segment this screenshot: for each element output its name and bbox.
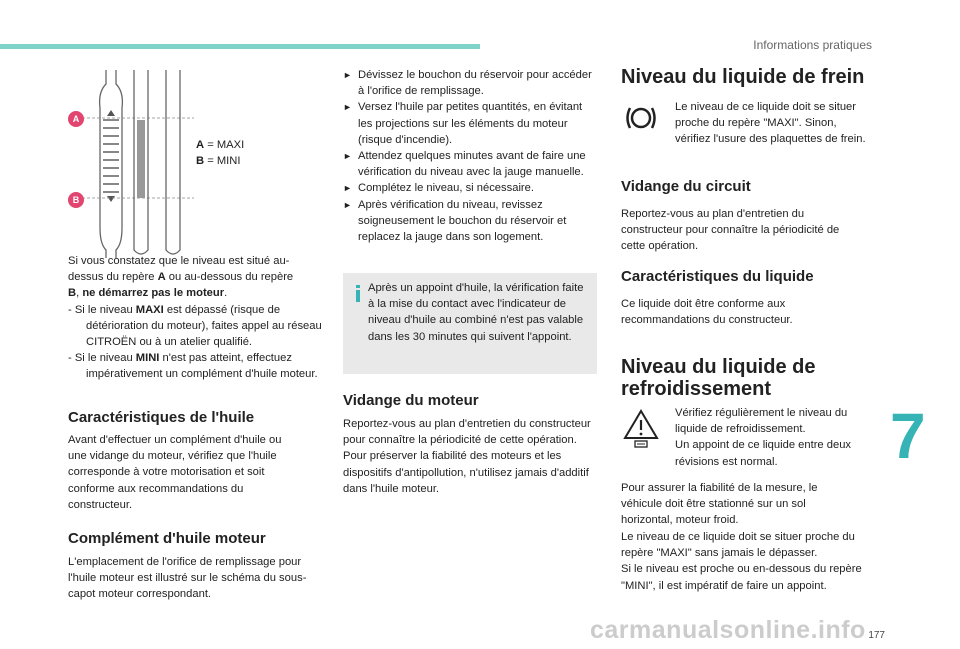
coolant-para-2: Le niveau de ce liquide doit se situer proche du repère "MAXI" sans jamais le dépasser. Si le niveau est proche ou en-dessous du repère "MINI", il est impératif de faire un appoint.: [621, 531, 862, 592]
info-box: [343, 273, 597, 374]
dipstick-diagram: [62, 68, 202, 258]
intro-line-2: dessus du repère A ou au-dessous du repère: [68, 271, 294, 284]
heading-engine-oil-change: Vidange du moteur: [343, 392, 479, 409]
info-text: Après un appoint d'huile, la vérification faite à la mise du contact avec l'indicateur de niveau d'huile au combiné n'est pas valable dans les 30 minutes qui suivent l'appoint.: [368, 282, 584, 343]
step-2: ► Versez l'huile par petites quantités, en évitant les projections sur les éléments du moteur (risque d'incendie).: [343, 101, 583, 146]
heading-brake-fluid: Niveau du liquide de frein: [621, 66, 865, 88]
chapter-number: 7: [890, 400, 926, 472]
intro-line-1: Si vous constatez que le niveau est situé au-: [68, 255, 290, 267]
heading-liquid-characteristics: Caractéristiques du liquide: [621, 268, 814, 285]
step-3: ► Attendez quelques minutes avant de faire une vérification du niveau avec la jauge manuelle.: [343, 150, 586, 179]
marker-a: A: [68, 111, 84, 127]
step-1: ► Dévissez le bouchon du réservoir pour accéder à l'orifice de remplissage.: [343, 69, 592, 98]
step-4: ► Complétez le niveau, si nécessaire.: [343, 182, 534, 195]
coolant-check-text: Vérifiez régulièrement le niveau du liquide de refroidissement. Un appoint de ce liquide entre deux révisions est normal.: [675, 407, 852, 468]
brake-fluid-text: Le niveau de ce liquide doit se situer proche du repère "MAXI". Sinon, vérifiez l'usure des plaquettes de frein.: [675, 101, 866, 146]
step-5: ► Après vérification du niveau, revissez soigneusement le bouchon du réservoir et replacez la jauge dans son logement.: [343, 198, 567, 244]
coolant-warning-icon: [622, 408, 660, 448]
page-number: 177: [868, 630, 885, 641]
oil-topup-text: L'emplacement de l'orifice de remplissage pour l'huile moteur est illustré sur le schéma du sous-capot moteur correspondant.: [68, 556, 307, 601]
liquid-characteristics-text: Ce liquide doit être conforme aux recommandations du constructeur.: [621, 298, 793, 327]
circuit-drain-text: Reportez-vous au plan d'entretien du constructeur pour connaître la périodicité de cette opération.: [621, 208, 840, 253]
dipstick-legend: A = MAXI B = MINI: [196, 139, 245, 167]
intro-line-3: B, ne démarrez pas le moteur.: [68, 287, 228, 300]
info-icon: [356, 285, 360, 302]
watermark: carmanualsonline.info: [590, 616, 866, 644]
section-title: Informations pratiques: [753, 38, 872, 52]
heading-circuit-drain: Vidange du circuit: [621, 178, 751, 195]
heading-oil-characteristics: Caractéristiques de l'huile: [68, 409, 255, 426]
heading-coolant: Niveau du liquide de refroidissement: [621, 356, 816, 400]
header-accent-bar: [0, 44, 480, 49]
topup-steps: [343, 67, 597, 245]
coolant-para-1: Pour assurer la fiabilité de la mesure, le véhicule doit être stationné sur un sol horizontal, moteur froid.: [621, 482, 818, 527]
bullet-maxi: - Si le niveau MAXI est dépassé (risque de détérioration du moteur), faites appel au réseau CITROËN ou à un atelier qualifié.: [68, 303, 322, 349]
oil-characteristics-text: Avant d'effectuer un complément d'huile ou une vidange du moteur, vérifiez que l'huile corresponde à votre motorisation et soit conforme aux recommandations du constructeur.: [68, 434, 282, 511]
heading-oil-topup: Complément d'huile moteur: [68, 530, 266, 547]
bullet-mini: - Si le niveau MINI n'est pas atteint, effectuez impérativement un complément d'huile moteur.: [68, 352, 318, 381]
brake-fluid-icon: [624, 104, 658, 132]
oil-level-intro: [68, 253, 326, 383]
marker-b: B: [68, 192, 84, 208]
engine-oil-change-text: Reportez-vous au plan d'entretien du constructeur pour connaître la périodicité de cette opération. Pour préserver la fiabilité des moteurs et les dispositifs d'antipollution, n'utilisez jamais d'additif dans l'huile moteur.: [343, 418, 591, 495]
